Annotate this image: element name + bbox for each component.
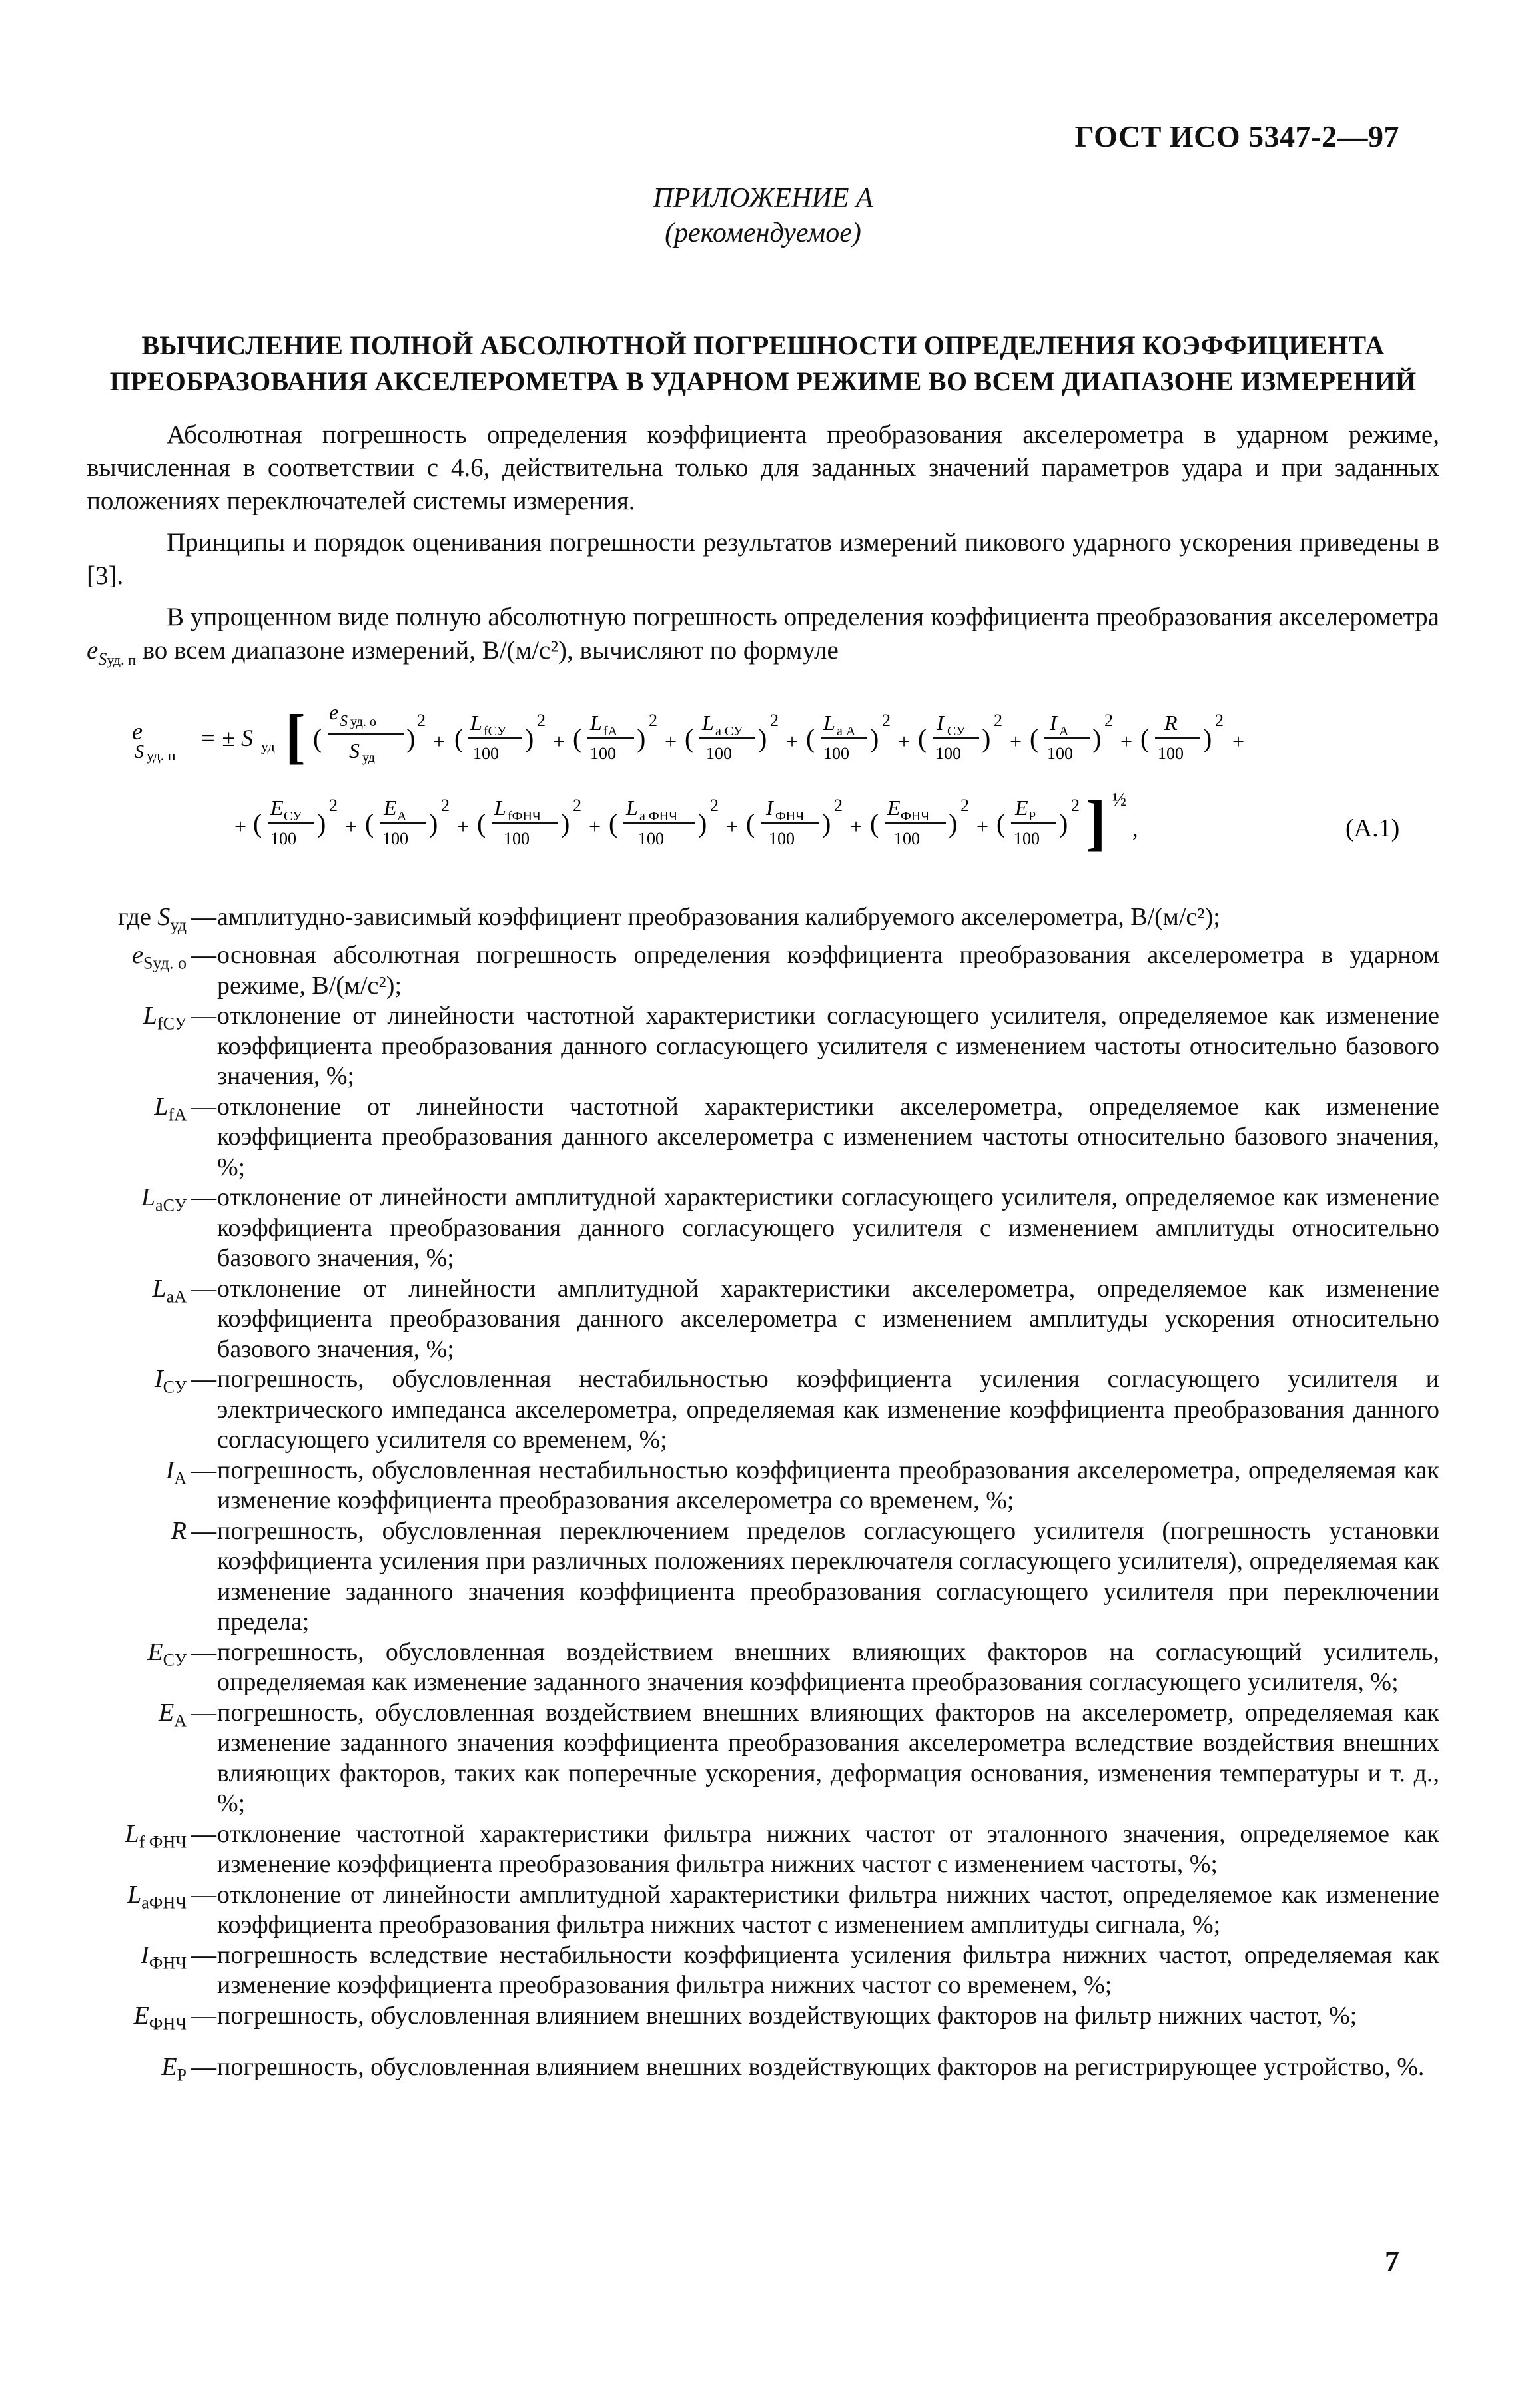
paren: ) — [758, 723, 767, 753]
dash: — — [191, 1183, 216, 1212]
dash: — — [191, 1516, 216, 1545]
paren: ( — [996, 808, 1006, 838]
square: 2 — [1215, 711, 1224, 730]
dash: — — [191, 2001, 216, 2030]
symbol: E — [161, 2052, 177, 2081]
definition-symbol — [87, 1092, 191, 1183]
definition-text: отклонение от линейности частотной характеристики акселерометра, определяемое как изменение коэффициента преобразования данного акселерометра с изменением частоты относительно базового значения, %; — [217, 1092, 1439, 1181]
paragraph-3 — [87, 601, 1439, 677]
t1-numerator-s: S — [340, 713, 348, 730]
definition-row — [87, 1364, 1439, 1456]
lhs-s: S — [135, 742, 144, 762]
paren: ) — [561, 808, 570, 838]
dash: — — [191, 1638, 216, 1666]
plus: + — [976, 814, 989, 838]
t7-denominator: 100 — [1047, 744, 1073, 763]
definition-row — [87, 902, 1439, 940]
paren: ( — [253, 808, 262, 838]
term-laa — [806, 711, 910, 763]
definition-text: погрешность, обусловленная воздействием внешних влияющих факторов на согласующий усилитель, определяемая как изменение заданного значения коэффициента преобразования согласующего усилителя, %; — [217, 1638, 1439, 1697]
plus: + — [234, 814, 247, 838]
symbol: E — [159, 1698, 175, 1727]
paren: ( — [313, 723, 322, 753]
t1-numerator-sub: уд. о — [350, 715, 376, 729]
definition-symbol — [87, 1880, 191, 1941]
paren: ) — [1059, 808, 1068, 838]
definition-symbol — [87, 1638, 191, 1698]
t10-sub: А — [397, 809, 407, 824]
symbol-sub: Sуд. о — [143, 953, 187, 973]
dash: — — [191, 903, 216, 931]
symbol: L — [127, 1880, 142, 1909]
symbol: E — [147, 1638, 163, 1666]
dash: — — [191, 2052, 216, 2081]
definition-symbol — [87, 1819, 191, 1880]
definition-symbol — [87, 1274, 191, 1365]
definitions-list — [87, 902, 1439, 2090]
t2-denominator: 100 — [473, 744, 499, 763]
appendix-heading — [0, 181, 1526, 250]
definition-symbol — [87, 1698, 191, 1819]
definition-symbol — [87, 940, 191, 1001]
paren: ) — [406, 723, 416, 753]
definition-row — [87, 1274, 1439, 1365]
symbol: L — [152, 1274, 167, 1303]
t14-denominator: 100 — [894, 829, 920, 848]
symbol-sub: ФНЧ — [149, 1953, 187, 1973]
paragraph-1: Абсолютная погрешность определения коэффициента преобразования акселерометра в ударном режиме, вычисленная в соответствии с 4.6, действительна только для заданных значений параметров удара и при заданных положениях переключателей системы измерения. — [87, 420, 1439, 515]
term-lasu — [685, 711, 798, 763]
symbol: R — [171, 1516, 187, 1545]
paren: ) — [1203, 723, 1212, 753]
definition-symbol — [87, 902, 191, 940]
term-lfsu — [454, 711, 565, 763]
appendix-note: (рекомендуемое) — [665, 218, 861, 248]
paren: ( — [1140, 723, 1150, 753]
symbol-s: S — [98, 649, 107, 669]
page-number: 7 — [1385, 2245, 1399, 2277]
plus: + — [345, 814, 358, 838]
square: 2 — [710, 796, 719, 815]
paren: ) — [822, 808, 831, 838]
symbol-sub: Р — [177, 2065, 187, 2085]
plusminus-subscript: уд — [261, 738, 275, 754]
t12-numerator: L — [626, 796, 638, 820]
t9-sub: СУ — [284, 809, 302, 824]
square: 2 — [1104, 711, 1113, 730]
plus: + — [850, 814, 863, 838]
t15-denominator: 100 — [1014, 829, 1040, 848]
t15-numerator: E — [1015, 796, 1028, 820]
paren: ( — [365, 808, 374, 838]
paren: ) — [870, 723, 879, 753]
definition-symbol — [87, 2001, 191, 2039]
symbol: L — [141, 1183, 156, 1212]
term-lafnch — [609, 796, 738, 848]
t2-sub: fСУ — [484, 724, 506, 739]
power-half: ½ — [1112, 790, 1126, 810]
paren: ( — [746, 808, 755, 838]
definition-symbol — [87, 1183, 191, 1274]
section-title — [87, 328, 1439, 400]
plus: + — [786, 729, 799, 753]
definition-text: погрешность, обусловленная влиянием внешних воздействующих факторов на фильтр нижних частот, %; — [217, 2001, 1357, 2030]
plus: + — [1010, 729, 1022, 753]
dash: — — [191, 1274, 216, 1303]
symbol-sub: СУ — [163, 1650, 187, 1670]
symbol: I — [165, 1456, 175, 1484]
t1-numerator: e — [329, 700, 339, 724]
t7-sub: А — [1059, 724, 1069, 739]
term-ia — [1030, 711, 1132, 763]
definition-symbol — [87, 1456, 191, 1516]
symbol-sub: аСУ — [155, 1195, 187, 1215]
paren: ) — [317, 808, 326, 838]
symbol-sub: аФНЧ — [141, 1893, 187, 1913]
square: 2 — [882, 711, 891, 730]
term-isu — [918, 711, 1022, 763]
definition-text: амплитудно-зависимый коэффициент преобразования калибруемого акселерометра, В/(м/с²); — [217, 903, 1220, 931]
square: 2 — [770, 711, 779, 730]
definition-row — [87, 1183, 1439, 1274]
where-word: где — [118, 903, 151, 931]
plus: + — [589, 814, 601, 838]
plus: + — [457, 814, 470, 838]
t8-denominator: 100 — [1158, 744, 1184, 763]
symbol: L — [154, 1092, 169, 1121]
t11-numerator: L — [494, 796, 506, 820]
definition-symbol — [87, 1364, 191, 1456]
symbol: L — [143, 1002, 157, 1030]
t5-numerator: L — [823, 711, 835, 735]
paren: ) — [698, 808, 707, 838]
square: 2 — [417, 711, 426, 730]
square: 2 — [960, 796, 969, 815]
t10-numerator: E — [384, 796, 397, 820]
square: 2 — [441, 796, 450, 815]
t7-numerator: I — [1050, 711, 1057, 735]
t15-sub: Р — [1028, 809, 1036, 824]
definition-row — [87, 1941, 1439, 2001]
left-bracket: [ — [285, 702, 306, 770]
definition-symbol — [87, 2052, 191, 2090]
formula-line-1 — [313, 700, 445, 765]
symbol-sub: ФНЧ — [149, 2014, 187, 2034]
paren: ( — [806, 723, 815, 753]
term-lffnch — [477, 796, 601, 848]
definition-text: отклонение от линейности амплитудной характеристики фильтра нижних частот, определяемое как изменение коэффициента преобразования фильтра нижних частот с изменением амплитуды сигнала, %; — [217, 1880, 1439, 1939]
dash: — — [191, 1365, 216, 1394]
section-title-line-2: ПРЕОБРАЗОВАНИЯ АКСЕЛЕРОМЕТРА В УДАРНОМ РЕЖИМЕ ВО ВСЕМ ДИАПАЗОНЕ ИЗМЕРЕНИЙ — [109, 366, 1417, 396]
paren: ( — [870, 808, 879, 838]
symbol: I — [141, 1941, 149, 1969]
t1-denominator: S — [349, 739, 360, 762]
definition-text: погрешность, обусловленная влиянием внешних воздействующих факторов на регистрирующее устройство, %. — [217, 2052, 1425, 2081]
square: 2 — [573, 796, 581, 815]
symbol: E — [133, 2001, 149, 2030]
t14-sub: ФНЧ — [901, 809, 930, 824]
definition-text: отклонение частотной характеристики фильтра нижних частот от эталонного значения, определяемое как изменение коэффициента преобразования фильтра нижних частот с изменением частоты, %; — [217, 1819, 1439, 1879]
t4-sub: а СУ — [715, 724, 743, 739]
symbol-sub: аА — [166, 1287, 187, 1307]
t2-numerator: L — [470, 711, 482, 735]
square: 2 — [329, 796, 338, 815]
t13-denominator: 100 — [769, 829, 795, 848]
t9-denominator: 100 — [270, 829, 296, 848]
t5-denominator: 100 — [823, 744, 849, 763]
symbol-sub: СУ — [163, 1377, 187, 1397]
formula-number: (А.1) — [1345, 814, 1400, 842]
t11-sub: fФНЧ — [508, 809, 541, 824]
paren: ( — [918, 723, 927, 753]
definition-text: погрешность вследствие нестабильности коэффициента усиления фильтра нижних частот, определяемая как изменение коэффициента преобразования фильтра нижних частот со временем, %; — [217, 1941, 1439, 2000]
t6-sub: СУ — [947, 724, 966, 739]
dash: — — [191, 1880, 216, 1909]
plus: + — [898, 729, 911, 753]
symbol-sub: А — [174, 1711, 187, 1731]
t3-sub: fА — [603, 724, 618, 739]
t3-denominator: 100 — [590, 744, 616, 763]
paren: ) — [1092, 723, 1102, 753]
definition-symbol — [87, 1941, 191, 2001]
paren: ( — [477, 808, 486, 838]
definition-row — [87, 1698, 1439, 1819]
t4-numerator: L — [702, 711, 714, 735]
standard-header: ГОСТ ИСО 5347-2—97 — [1074, 119, 1399, 153]
square: 2 — [649, 711, 657, 730]
symbol-sub: А — [174, 1468, 187, 1488]
term-ea — [365, 796, 469, 848]
definition-row — [87, 1092, 1439, 1183]
paren: ) — [949, 808, 958, 838]
paren: ( — [685, 723, 694, 753]
paren: ( — [573, 723, 582, 753]
lhs-subscript: уд. п — [147, 747, 176, 764]
t13-sub: ФНЧ — [775, 809, 805, 824]
plus: + — [665, 729, 677, 753]
t10-denominator: 100 — [382, 829, 408, 848]
symbol-sub: уд — [170, 915, 187, 935]
square: 2 — [834, 796, 843, 815]
symbol-e: e — [87, 636, 99, 665]
term-ifnch — [746, 796, 862, 848]
symbol-subscript: уд. п — [107, 651, 136, 668]
symbol: I — [154, 1365, 163, 1394]
t4-denominator: 100 — [706, 744, 732, 763]
t6-numerator: I — [937, 711, 944, 735]
term-esu — [253, 796, 357, 848]
definition-text: отклонение от линейности амплитудной характеристики акселерометра, определяемое как изменение коэффициента преобразования данного акселерометра с изменением амплитуды ускорения относительно базового значения, %; — [217, 1274, 1439, 1363]
definition-row — [87, 1001, 1439, 1092]
t9-numerator: E — [270, 796, 284, 820]
dash: — — [191, 1002, 216, 1030]
paren: ) — [637, 723, 646, 753]
definition-text: основная абсолютная погрешность определения коэффициента преобразования акселерометра в ударном режиме, В/(м/с²); — [217, 941, 1439, 1000]
definition-row — [87, 940, 1439, 1001]
dash: — — [191, 1456, 216, 1484]
symbol: S — [157, 903, 171, 931]
paren: ) — [982, 723, 991, 753]
plus: + — [1120, 729, 1133, 753]
lhs-e: e — [132, 718, 143, 745]
t5-sub: а А — [837, 724, 856, 739]
paren: ( — [609, 808, 618, 838]
dash: — — [191, 1941, 216, 1969]
plus: + — [553, 729, 566, 753]
paren: ( — [1030, 723, 1039, 753]
dash: — — [191, 1698, 216, 1727]
paren: ) — [525, 723, 534, 753]
definition-text: отклонение от линейности амплитудной характеристики согласующего усилителя, определяемое как изменение коэффициента преобразования данного согласующего усилителя с изменением амплитуды относительно базового значения, %; — [217, 1183, 1439, 1273]
definition-row — [87, 1819, 1439, 1880]
definition-symbol — [87, 1001, 191, 1092]
formula-a1 — [87, 679, 1439, 879]
definition-text: погрешность, обусловленная нестабильностью коэффициента усиления согласующего усилителя и электрического импеданса акселерометра, определяемая как изменение коэффициента преобразования данного согласующего усилителя со временем, %; — [217, 1365, 1439, 1454]
definition-row — [87, 1638, 1439, 1698]
symbol-sub: f ФНЧ — [139, 1832, 187, 1852]
paragraph-2: Принципы и порядок оценивания погрешности результатов измерений пикового ударного ускорения приведены в [3]. — [87, 528, 1439, 590]
symbol: L — [125, 1819, 139, 1848]
symbol-sub: fСУ — [157, 1014, 187, 1034]
definition-row — [87, 1880, 1439, 1941]
t8-numerator: R — [1164, 711, 1178, 735]
paragraph-3-start: В упрощенном виде полную абсолютную погрешность определения коэффициента преобразования акселерометра — [167, 603, 1439, 631]
paren: ) — [429, 808, 438, 838]
square: 2 — [994, 711, 1002, 730]
t12-denominator: 100 — [638, 829, 664, 848]
t13-numerator: I — [766, 796, 773, 820]
t6-denominator: 100 — [935, 744, 961, 763]
t1-denominator-sub: уд — [362, 751, 375, 765]
square: 2 — [1071, 796, 1080, 815]
appendix-label: ПРИЛОЖЕНИЕ А — [653, 183, 873, 214]
term-ep — [996, 796, 1080, 848]
term-r — [1140, 711, 1244, 763]
definition-symbol — [87, 1516, 191, 1638]
definition-row — [87, 2052, 1439, 2090]
definition-text: погрешность, обусловленная воздействием внешних влияющих факторов на акселерометр, определяемая как изменение заданного значения коэффициента преобразования акселерометра вследствие воздействия внешних влияющих факторов, таких как поперечные ускорения, деформация основания, изменения температуры и т. д., %; — [217, 1698, 1439, 1818]
body-text — [87, 418, 1439, 685]
section-title-line-1: ВЫЧИСЛЕНИЕ ПОЛНОЙ АБСОЛЮТНОЙ ПОГРЕШНОСТИ ОПРЕДЕЛЕНИЯ КОЭФФИЦИЕНТА — [141, 330, 1385, 360]
dash: — — [191, 941, 216, 970]
square: 2 — [537, 711, 546, 730]
plus: + — [726, 814, 739, 838]
symbol-sub: fА — [168, 1105, 187, 1125]
paren: ( — [454, 723, 464, 753]
plus: + — [1232, 729, 1245, 753]
plusminus-s: = ± S — [200, 725, 254, 751]
t3-numerator: L — [590, 711, 602, 735]
term-lfa — [573, 711, 677, 763]
comma: , — [1132, 817, 1138, 842]
plus: + — [433, 729, 446, 753]
t11-denominator: 100 — [504, 829, 530, 848]
right-bracket: ] — [1086, 788, 1106, 856]
paragraph-3-end: во всем диапазоне измерений, В/(м/с²), вычисляют по формуле — [135, 636, 839, 665]
dash: — — [191, 1819, 216, 1848]
symbol: e — [132, 941, 143, 970]
term-efnch — [870, 796, 988, 848]
t12-sub: а ФНЧ — [639, 809, 678, 824]
t14-numerator: E — [887, 796, 901, 820]
definition-row — [87, 1516, 1439, 1638]
definition-text: погрешность, обусловленная переключением пределов согласующего усилителя (погрешность установки коэффициента усиления при различных положениях переключателя согласующего усилителя), определяемая как изменение заданного значения коэффициента преобразования согласующего усилителя при переключении предела; — [217, 1516, 1439, 1636]
definition-text: погрешность, обусловленная нестабильностью коэффициента преобразования акселерометра, определяемая как изменение коэффициента преобразования акселерометра со временем, %; — [217, 1456, 1439, 1515]
definition-row — [87, 1456, 1439, 1516]
dash: — — [191, 1092, 216, 1121]
definition-row — [87, 2001, 1439, 2039]
definition-text: отклонение от линейности частотной характеристики согласующего усилителя, определяемое как изменение коэффициента преобразования данного согласующего усилителя с изменением частоты относительно базового значения, %; — [217, 1002, 1439, 1091]
formula-svg — [87, 679, 1439, 879]
